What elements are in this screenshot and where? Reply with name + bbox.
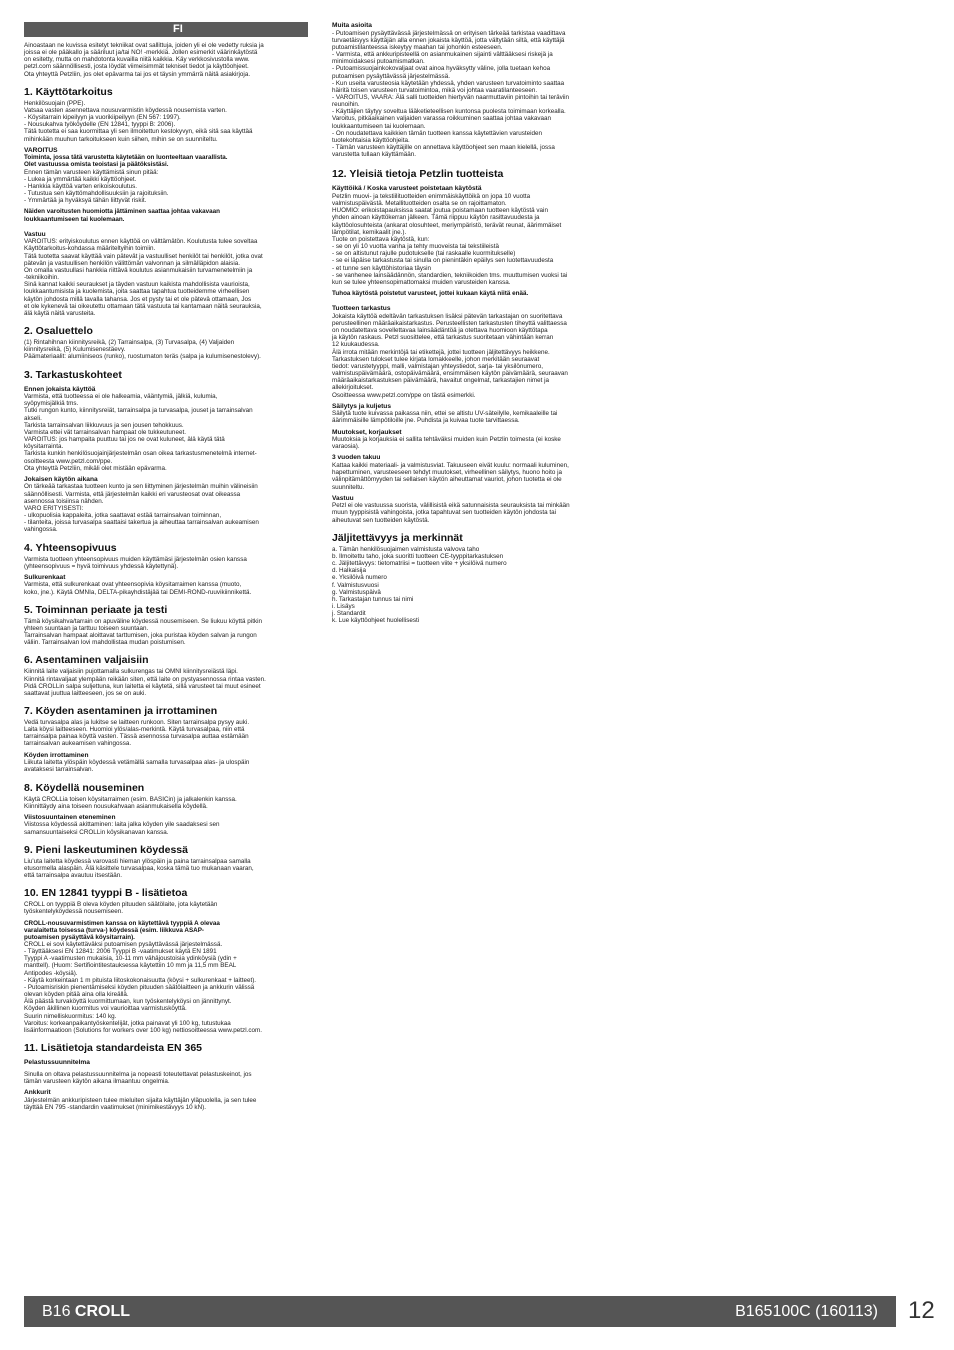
text-line: muun tyyppisistä vahingoista, jotka tapahtuvat sen tuotteiden käytön johdosta tai bbox=[332, 509, 557, 517]
text-line: Säilytä tuote kuivassa paikassa niin, ettei se altistu UV-säteilylle, kemikaaleille tai bbox=[332, 410, 558, 418]
section-1-body bbox=[24, 100, 308, 143]
text-line: täyttää EN 795 -standardin vaatimukset (minimikestävyys 10 kN). bbox=[24, 1103, 206, 1111]
text-line: Ainoastaan ne kuvissa esitetyt tekniikat ovat sallittuja, joiden yli ei ole vedetty ruksia ja bbox=[24, 42, 264, 49]
footer-code: B16 bbox=[42, 1303, 71, 1320]
text-line: akseli. bbox=[24, 414, 42, 422]
text-line: Järjestelmän ankkuripisteen tulee mieluiten sijaita käyttäjän yläpuolella, ja sen tulee bbox=[24, 1096, 257, 1104]
text-line: Varmista, että sulkurenkaat ovat yhteensopivia köysitarraimen kanssa (muoto, bbox=[24, 581, 242, 589]
footer-reference: B165100C (160113) bbox=[735, 1303, 878, 1320]
text-line: Antipodes -köysiä). bbox=[24, 969, 78, 977]
right-column bbox=[332, 22, 617, 624]
section-12-heading-5: 3 vuoden takuu bbox=[332, 454, 381, 462]
section-7-heading: Köyden irrottaminen bbox=[24, 751, 89, 759]
text-line: Sinulla on oltava pelastussuunnitelma ja nopeasti toteutettavat pelastuskeinot, jos bbox=[24, 1070, 252, 1078]
text-line: määräaikaistarkastuksen päivämäärä, havaitut ongelmat, tarkastajien nimet ja bbox=[332, 377, 550, 385]
text-line: varalaitetta toisessa (turva-) köydessä (esim. liikkuva ASAP- bbox=[24, 926, 205, 934]
text-line: kun se tulee yhteensopimattomaksi muiden varusteiden kanssa. bbox=[332, 278, 511, 286]
text-line: aiheutuvat sen tuotteiden käytöstä. bbox=[332, 516, 430, 524]
section-1-warning-bold bbox=[24, 154, 308, 168]
text-line: perusteellinen määräaikaistarkastus. Perusteellisten tarkastusten tiheyttä valittaessa bbox=[332, 319, 567, 327]
text-line: Kiinnitä rintavaljaat ylempään reikään siten, että laite on pystyasennossa rintaa vasten. bbox=[24, 675, 266, 683]
text-line: CROLL on tyyppiä B oleva köyden pituuden säätölaite, jota käytetään bbox=[24, 901, 218, 909]
text-line: Liu'uta laitetta köydessä varovasti hieman ylöspäin ja paina tarrainsalpaa samalla bbox=[24, 857, 251, 865]
section-10-title: 10. EN 12841 tyyppi B - lisätietoa bbox=[24, 887, 188, 900]
text-line: työskentelyköydessä nousemiseen. bbox=[24, 908, 124, 916]
text-line: - se on altistunut rajulle pudotukselle (tai raskaalle kuormitukselle) bbox=[332, 250, 516, 258]
text-line: d. Halkaisija bbox=[332, 567, 366, 575]
section-10-bold bbox=[24, 920, 308, 941]
text-line: väliin. Tarrainsalvan lovi mahdollistaa mudan poistumisen. bbox=[24, 639, 186, 647]
section-2-body bbox=[24, 339, 308, 360]
section-7-body bbox=[24, 719, 308, 748]
text-line: - Tämän varusteen käyttäjille on annettava käyttöohjeet sen maan kielellä, jossa bbox=[332, 144, 555, 152]
section-2-title: 2. Osaluettelo bbox=[24, 325, 93, 338]
text-line: on noudatettava sovellettavaa lainsäädäntöä ja otettava huomioon käyttötapa bbox=[332, 327, 548, 335]
section-1-warning-body bbox=[24, 169, 308, 205]
text-line: mihinkään muuhun tarkoitukseen kuin siihen, mihin se on suunniteltu. bbox=[24, 135, 218, 143]
text-line: Varmista ettei vät tarrainsalvan hampaat ole tukkeutuneet. bbox=[24, 428, 186, 436]
text-line: -tekniikoihin. bbox=[24, 274, 59, 282]
text-line: - Käyttäjien täytyy soveltua lääketieteellisen kuntonsa puolesta toimimaan korkealla. bbox=[332, 108, 566, 116]
text-line: - Putoamisriskin pienentämiseksi köyden pituuden säätölaitteen ja ankkurin välissä bbox=[24, 983, 255, 991]
text-line: varustetta tullaan käyttämään. bbox=[332, 151, 417, 159]
text-line: loukkaantumiseen tai kuolemaan. bbox=[332, 122, 426, 130]
section-10-body-2 bbox=[24, 941, 308, 1034]
text-line: f. Valmistusvuosi bbox=[332, 581, 379, 589]
text-line: Pidä CROLLin salpa suljettuna, kun laitetta ei käytetä, sillä varusteet tai muut esineet bbox=[24, 682, 261, 690]
text-line: Köyden äkillinen kuormitus voi vaurioittaa varmistusköyttä. bbox=[24, 1005, 187, 1013]
text-line: - ulkopuolisia kappaleita, jotka saattavat estää tarrainsalvan toiminnan, bbox=[24, 512, 222, 520]
text-line: Olet vastuussa omista teoistasi ja päätöksistäsi. bbox=[24, 161, 169, 169]
language-bar: FI bbox=[24, 22, 308, 37]
footer-bar bbox=[24, 1296, 896, 1327]
text-line: avataksesi tarrainsalvan. bbox=[24, 766, 94, 774]
section-12-heading-1: Käyttöikä / Koska varusteet poistetaan käytöstä bbox=[332, 185, 482, 193]
text-line: Vatsaa vasten asennettava nousuvarmistin köydessä nousemista varten. bbox=[24, 106, 227, 114]
section-11-body-2 bbox=[24, 1097, 308, 1111]
footer-product bbox=[42, 1301, 130, 1322]
text-line: Kiinnitä laite valjaisiin pujottamalla sulkurengas tai OMNI kiinnitysreiästä läpi. bbox=[24, 668, 238, 676]
traceability-title: Jäljitettävyys ja merkinnät bbox=[332, 531, 463, 544]
section-1-warning-heading: VAROITUS bbox=[24, 146, 58, 154]
text-line: - Ymmärtää ja hyväksyä tähän liittyvät riskit. bbox=[24, 197, 147, 205]
text-line: Sinä kannat kaikki seuraukset ja täyden vastuun kaikista mahdollisista vaurioista, bbox=[24, 281, 250, 289]
section-4-body-2 bbox=[24, 581, 308, 595]
text-line: äärimmäisille lämpötiloille jne. Puhdista ja kuivaa tuote tarvittaessa. bbox=[332, 417, 520, 425]
text-line: joissa ei ole pääkallo ja sääriluut ja/tai NO! -merkkiä. Jollen esimerkit väärinkäytöstä bbox=[24, 49, 258, 57]
text-line: ja käytön raskaus. Petzl suosittelee, että tarkastus suoritetaan vähintään kerran bbox=[332, 334, 554, 342]
text-line: hapettuminen, varusteeseen tehdyt muutokset, virheellinen säilytys, huono hoito ja bbox=[332, 469, 562, 477]
text-line: Osoitteessa www.petzl.com/ppe on tästä esimerkki. bbox=[332, 391, 476, 399]
text-line: Viistossa köydessä akittaminen: laita jalka köyden yile saadaksesi sen bbox=[24, 821, 220, 829]
text-line: h. Tarkastajan tunnus tai nimi bbox=[332, 595, 414, 603]
section-9-title: 9. Pieni laskeutuminen köydessä bbox=[24, 843, 188, 856]
text-line: valmistuspäivästä. Metallituotteiden osalta se on rajoittamaton. bbox=[332, 200, 507, 208]
section-12-heading-4: Muutokset, korjaukset bbox=[332, 428, 402, 436]
text-line: c. Jäljitettävyys: tietomatriisi = tuotteen viite + yksilöivä numero bbox=[332, 560, 507, 568]
text-line: syöpymisjälkiä tms. bbox=[24, 400, 79, 408]
text-line: loukkaantumisista ja kuolemista, joita saattaa tapahtua tuotteidemme virheellisen bbox=[24, 288, 250, 296]
section-12-heading-6: Vastuu bbox=[332, 494, 354, 502]
text-line: reunoihin. bbox=[332, 101, 360, 109]
text-line: 12 kuukaudessa. bbox=[332, 341, 380, 349]
text-line: - Nousukahva työköydelle (EN 12841, tyyppi B: 2006). bbox=[24, 121, 176, 129]
text-line: koko, jne.). Käytä OMNIa, DELTA-pikayhdistäjää tai DEMI-ROND-ruuvikiinnikettä. bbox=[24, 588, 252, 596]
text-line: - Köysitarrain kipeilyyn ja vuorikiipeilyyn (EN 567: 1997). bbox=[24, 114, 181, 122]
section-10-body bbox=[24, 901, 308, 915]
text-line: Älä irrota mitään merkintöjä tai etikettejä, jottei tuotteen jäljitettävyys heikkene. bbox=[332, 348, 550, 356]
left-column bbox=[24, 22, 308, 1111]
text-line: Tätä tuotetta saavat käyttää vain pätevät ja vastuulliset henkilöt tai henkilöt, jotka ovat bbox=[24, 252, 263, 260]
other-body bbox=[332, 30, 617, 159]
text-line: - Hankkia käyttöä varten erikoiskoulutus. bbox=[24, 182, 138, 190]
section-12-body-5 bbox=[332, 462, 617, 491]
text-line: putoamisen pysäyttävä köysitarrain). bbox=[24, 933, 135, 941]
text-line: On tärkeää tarkastaa tuotteen kunto ja sen liittyminen järjestelmän muihin välineisiin bbox=[24, 483, 258, 491]
section-7-title: 7. Köyden asentaminen ja irrottaminen bbox=[24, 704, 218, 717]
text-line: Varoitus: korkeanpaikantyöskentelijät, jotka painavat yli 100 kg, tutustukaa bbox=[24, 1019, 231, 1027]
section-11-heading-2: Ankkurit bbox=[24, 1088, 51, 1096]
section-3-body-1 bbox=[24, 393, 308, 472]
section-12-heading-2: Tuotteen tarkastus bbox=[332, 305, 391, 313]
text-line: j. Standardit bbox=[332, 610, 366, 618]
section-7-body-2 bbox=[24, 759, 308, 773]
text-line: välinpitämättömyyden tai sellaisen käytön aiheuttamat vauriot, johon tuotetta ei ole bbox=[332, 476, 562, 484]
section-12-body-2 bbox=[332, 313, 617, 399]
text-line: saattavat juuttua laitteeseen, jos se on auki. bbox=[24, 689, 147, 697]
text-line: e. Yksilöivä numero bbox=[332, 574, 387, 582]
text-line: lämpötilat, kemikaalit jne.). bbox=[332, 228, 407, 236]
section-3-title: 3. Tarkastuskohteet bbox=[24, 368, 122, 381]
text-line: (1) Rintahihnan kiinnitysreikä, (2) Tarrainsalpa, (3) Turvasalpa, (4) Valjaiden bbox=[24, 339, 235, 347]
text-line: varaosia). bbox=[332, 443, 360, 451]
text-line: VARO ERITYISESTI: bbox=[24, 504, 84, 512]
text-line: Petzl ei ole vastuussa suorista, välillisistä eikä satunnaisista seurauksista tai minkään bbox=[332, 502, 570, 510]
text-line: Suurin nimelliskuormitus: 140 kg. bbox=[24, 1012, 117, 1020]
text-line: käyttöolosuhteista (ankarat olosuhteet, meriympäristö, terävät reunat, äärimmäiset bbox=[332, 221, 562, 229]
text-line: tarrainsalpa painaa köyttä vasten. Tässä asennossa turvasalpa auttaa estämään bbox=[24, 733, 249, 741]
text-line: lisäinformaatioon (Solutions for workers over 100 kg) nettiosoitteessa www.petzl.com. bbox=[24, 1026, 262, 1034]
text-line: putoamistilanteessa iskeytyy maahan tai johonkin esteeseen. bbox=[332, 43, 503, 51]
section-11-body-1 bbox=[24, 1071, 308, 1085]
text-line: Tätä tuotetta ei saa kuormittaa yli sen ilmoitettun kestokyvyn, eikä sitä saa käyttää bbox=[24, 128, 253, 136]
section-8-body-2 bbox=[24, 821, 308, 835]
text-line: Älä päästä turvaköyttä kuormittumaan, kun työskentelyköysi on jännittynyt. bbox=[24, 998, 232, 1006]
text-line: Ota yhteyttä Petzliin, mikäli olet mistään epävarma. bbox=[24, 464, 167, 472]
text-line: - se vanhenee lainsäädännön, standardien, tekniikoiden tms. muuttumisen vuoksi tai bbox=[332, 271, 568, 279]
text-line: Petzlin muovi- ja tekstiilituotteiden enimmäiskäyttöikä on jopa 10 vuotta bbox=[332, 193, 531, 200]
text-line: b. Ilmoitettu taho, joka suoritti tuotteen CE-tyyppitarkastuksen bbox=[332, 552, 504, 560]
text-line: Tutki rungon kunto, kiinnitysreiät, tarrainsalpa ja turvasalpa, jouset ja tarrainsalvan bbox=[24, 407, 253, 415]
text-line: - Lukea ja ymmärtää kaikki käyttöohjeet. bbox=[24, 175, 137, 183]
text-line: etusormella alaspäin. Älä käsittele turvasalpaa, koska tämä tuo mukanaan vaaran, bbox=[24, 864, 254, 872]
text-line: häiritä toisen varusteen turvatoimintoa, mikä voi johtaa vaaratilanteeseen. bbox=[332, 86, 538, 94]
text-line: Käyttötarkoitus-kohdassa määriteltyihin toimiin. bbox=[24, 245, 156, 253]
section-12-body-3 bbox=[332, 410, 617, 424]
text-line: tuotekohtaisia käyttöohjeita. bbox=[332, 136, 410, 144]
text-line: älä käytä näitä varusteita. bbox=[24, 309, 96, 317]
text-line: - Käytä korkeintaan 1 m pituista liitoskokonaisuutta (köysi + sulkurenkaat + laitteet). bbox=[24, 976, 257, 984]
section-4-heading: Sulkurenkaat bbox=[24, 573, 66, 581]
text-line: samansuuntaiseksi CROLLin köysikanavan kanssa. bbox=[24, 828, 169, 836]
section-8-heading: Viistosuuntainen eteneminen bbox=[24, 813, 116, 821]
text-line: - tilanteita, joissa turvasalpa saattaisi takertua ja aiheuttaa tarrainsalvan aukeamisen bbox=[24, 519, 259, 527]
section-12-body-6 bbox=[332, 502, 617, 523]
text-line: - Kun useita varusteosia käytetään yhdessä, yhden varusteen turvatoiminto saattaa bbox=[332, 79, 565, 87]
text-line: Muutoksia ja korjauksia ei sallita tehtäväksi muiden kuin Petzlin toimesta (ei koske bbox=[332, 436, 561, 444]
text-line: VAROITUS: erityiskoulutus ennen käyttöä on välttämätön. Koulutusta tulee soveltaa bbox=[24, 238, 258, 246]
text-line: Varmista, että tuotteessa ei ole halkeamia, vääntymiä, jälkiä, kulumia, bbox=[24, 393, 218, 401]
text-line: säännöllisesti. Varmista, että järjestelmän kaikki eri varusteosat ovat oikeassa bbox=[24, 490, 241, 498]
section-1-responsibility-heading: Vastuu bbox=[24, 230, 46, 238]
text-line: CROLL ei sovi käytettäväksi putoamisen pysäyttävässä järjestelmässä. bbox=[24, 940, 223, 948]
text-line: Tyyppi A -vaatimusten mukaisia, 10-11 mm vähäjoustoisia ydinköysiä (ydin + bbox=[24, 955, 237, 963]
section-12-body-1 bbox=[332, 193, 617, 286]
text-line: petzl.com säännöllisesti, josta löydät viimeisimmät tekniset tiedot ja käyttöohjeet. bbox=[24, 63, 249, 71]
text-line: Tuote on poistettava käytöstä, kun: bbox=[332, 235, 430, 243]
text-line: On omalla vastuullasi hankkia riittävä koulutus asianmukaisiin turvamenetelmiin ja bbox=[24, 266, 253, 274]
section-12-bold: Tuhoa käytöstä poistetut varusteet, jottei kukaan käytä niitä enää. bbox=[332, 290, 529, 298]
section-6-title: 6. Asentaminen valjaisiin bbox=[24, 654, 149, 667]
text-line: - se on yli 10 vuotta vanha ja tehty muoveista tai tekstiileistä bbox=[332, 243, 499, 251]
text-line: et ole kykenevä tai oikeutettu ottamaan tätä vastuuta tai kantamaan näitä seurauksia, bbox=[24, 302, 262, 310]
other-heading: Muita asioita bbox=[332, 22, 372, 29]
text-line: suunniteltu. bbox=[332, 483, 365, 491]
text-line: Tarrainsalvan hampaat aloittavat tarttumisen, joka puristaa köyden salvan ja rungon bbox=[24, 632, 257, 640]
text-line: - Putoamisen pysäyttävässä järjestelmässä on erityisen tärkeää tarkistaa vaadittava bbox=[332, 29, 566, 37]
section-4-body bbox=[24, 556, 308, 570]
text-line: on esitetty, mutta on mahdotonta kuvailla niitä kaikkia. Käy verkkosivustolla www. bbox=[24, 56, 250, 64]
section-8-title: 8. Köydellä nouseminen bbox=[24, 781, 145, 794]
text-line: turvaetäisyys käyttäjän alla ennen jokaista käyttöä, jotta vältytään siltä, että käyttäjä bbox=[332, 36, 565, 44]
text-line: Liikuta laitetta ylöspäin köydessä vetämällä samalla turvasalpaa alas- ja ulospäin bbox=[24, 759, 250, 767]
text-line: - et tunne sen käyttöhistoriaa täysin bbox=[332, 264, 432, 272]
traceability-list bbox=[332, 546, 617, 625]
text-line: tiedot: varustetyyppi, malli, valmistajan yhteystiedot, sarja- tai yksilönumero, bbox=[332, 362, 544, 370]
text-line: Ota yhteyttä Petzliin, jos olet epävarma tai jos et täysin ymmärrä näitä asiakirjoja. bbox=[24, 70, 251, 78]
text-line: Tarkastuksen tulokset tulee kirjata lomakkeelle, johon merkitään seuraavat bbox=[332, 355, 540, 363]
section-11-heading-1: Pelastussuunnitelma bbox=[24, 1059, 90, 1066]
text-line: Tarkista tarrainsalvan liikkuvuus ja sen jousen tehokkuus. bbox=[24, 421, 184, 429]
text-line: VAROITUS: jos hampaita puuttuu tai jos ne ovat kuluneet, älä käytä tätä bbox=[24, 436, 225, 444]
section-11-title: 11. Lisätietoja standardeista EN 365 bbox=[24, 1042, 202, 1054]
text-line: Tarkista kunkin henkilösuojainjärjestelmän osan oikea tarkastusmenetelmä internet- bbox=[24, 450, 257, 458]
text-line: asennossa toisiinsa nähden. bbox=[24, 497, 104, 505]
text-line: - On noudatettava kaikkien tämän tuotteen kanssa käytettävien varusteiden bbox=[332, 129, 543, 137]
section-4-title: 4. Yhteensopivuus bbox=[24, 541, 117, 554]
section-3-heading-1: Ennen jokaista käyttöä bbox=[24, 385, 96, 393]
section-12-body-4 bbox=[332, 436, 617, 450]
section-5-title: 5. Toiminnan periaate ja testi bbox=[24, 603, 168, 616]
text-line: vahingossa. bbox=[24, 526, 58, 534]
section-6-body bbox=[24, 668, 308, 697]
page-number: 12 bbox=[908, 1297, 935, 1324]
section-1-title: 1. Käyttötarkoitus bbox=[24, 85, 113, 98]
text-line: valmistuspäivämäärä, ostopäivämäärä, ensimmäisen käytön päivämäärä, seuraavan bbox=[332, 370, 568, 378]
text-line: Tämä köysikahva/tarrain on apuväline köydessä nousemiseen. Se liukuu köyttä pitkin bbox=[24, 617, 263, 625]
text-line: Varmista tuotteen yhteensopivuus muiden käyttämäsi järjestelmän osien kanssa bbox=[24, 555, 247, 563]
text-line: tämän varusteen käytön aikana ilmaantuu ongelmia. bbox=[24, 1077, 170, 1085]
section-8-body bbox=[24, 796, 308, 810]
text-line: Kattaa kaikki materiaali- ja valmistusviat. Takuuseen eivät kuulu: normaali kuluminen, bbox=[332, 462, 569, 470]
text-line: - Putoamissuojainkokovaljaat ovat ainoa hyväksytty väline, jolla tuetaan kehoa bbox=[332, 65, 551, 73]
text-line: a. Tämän henkilösuojaimen valmistusta valvova taho bbox=[332, 545, 480, 553]
text-line: HUOMIO: erikoistapauksissa saatat joutua poistamaan tuotteen käytöstä vain bbox=[332, 207, 548, 215]
text-line: - VAROITUS, VAARA: Älä salli tuotteiden hiertyvän naarmuttaviin pintoihin tai teräviin bbox=[332, 94, 570, 101]
section-3-heading-2: Jokaisen käytön aikana bbox=[24, 475, 98, 483]
text-line: manttell). (Huom: Sertifiointitestauksessa käytettiin 10 mm ja 11,5 mm BEAL bbox=[24, 962, 237, 970]
text-line: että tarrainsalpa avautuu itsestään. bbox=[24, 872, 123, 880]
text-line: Kiinnittäydy aina toiseen nousukahvaan asianmukaisella köydellä. bbox=[24, 802, 208, 810]
section-12-title: 12. Yleisiä tietoja Petzlin tuotteista bbox=[332, 168, 504, 181]
section-3-body-2 bbox=[24, 483, 308, 533]
text-line: Päämateriaalit: alumiiniseos (runko), ruostumaton teräs (salpa ja kulumisenestolevy). bbox=[24, 353, 261, 361]
section-12-heading-3: Säilytys ja kuljetus bbox=[332, 402, 392, 410]
section-5-body bbox=[24, 618, 308, 647]
text-line: - se ei läpäise tarkastusta tai sinulla on pienintäkin epäilys sen luotettavuudesta bbox=[332, 257, 554, 265]
section-1-responsibility-body bbox=[24, 238, 308, 317]
text-line: (yhteensopivuus = hyvä toimivuus yhdessä käytettynä). bbox=[24, 562, 179, 570]
text-line: osoitteesta www.petzl.com/ppe. bbox=[24, 457, 113, 465]
text-line: loukkaantumiseen tai kuolemaan. bbox=[24, 215, 125, 223]
text-line: - Täyttääksesi EN 12841: 2006 Tyyppi B -vaatimukset käytä EN 1891 bbox=[24, 948, 217, 956]
text-line: k. Lue käyttöohjeet huolellisesti bbox=[332, 617, 420, 625]
text-line: köysitarrainta. bbox=[24, 443, 64, 451]
text-line: putoamisen pysäyttävässä järjestelmässä. bbox=[332, 72, 450, 80]
text-line: Laita köysi laitteeseen. Huomioi ylös/alas-merkintä. Käytä turvasalpaa, niin että bbox=[24, 726, 245, 734]
text-line: - Tutustua sen käyttömahdollisuuksiin ja rajoituksiin. bbox=[24, 190, 169, 198]
text-line: - Varmista, että ankkuripisteellä on asianmukainen sijainti välttääksesi riskejä ja bbox=[332, 51, 553, 59]
text-line: Ennen tämän varusteen käyttämistä sinun pitää: bbox=[24, 168, 159, 176]
text-line: Käytä CROLLia toisen köysitarraimen (esim. BASICin) ja jalkalenkin kanssa. bbox=[24, 795, 237, 803]
section-9-body bbox=[24, 858, 308, 879]
text-line: Vedä turvasalpa alas ja lukitse se laitteen runkoon. Siten tarrainsalpa pysyy auki. bbox=[24, 718, 250, 726]
text-line: g. Valmistuspäivä bbox=[332, 588, 381, 596]
intro bbox=[24, 42, 308, 78]
text-line: minimoidaksesi putoamismatkan. bbox=[332, 58, 425, 66]
section-1-warning-bold-2 bbox=[24, 208, 308, 222]
text-line: Toiminta, jossa tätä varustetta käytetään on luonteeltaan vaarallista. bbox=[24, 154, 228, 162]
text-line: Näiden varoitusten huomiotta jättäminen saattaa johtaa vakavaan bbox=[24, 208, 220, 216]
text-line: käytön johdosta millä tavalla tahansa. Jos et pysty tai et ole pätevä ottamaan, Jos bbox=[24, 295, 252, 303]
text-line: olevan köyden pitää aina olla kireällä. bbox=[24, 991, 129, 999]
text-line: yhteen suuntaan ja tarttuu toiseen suuntaan. bbox=[24, 624, 149, 632]
text-line: Jokaista käyttöä edeltävän tarkastuksen lisäksi pätevän tarkastajan on suoritettava bbox=[332, 312, 563, 320]
text-line: yhden ainoan käyttökerran jälkeen. Tämä riippuu käytön rasittavuudesta ja bbox=[332, 214, 540, 222]
text-line: CROLL-nousuvarmistimen kanssa on käytettävä tyyppiä A olevaa bbox=[24, 919, 220, 927]
text-line: i. Lisäys bbox=[332, 603, 355, 610]
text-line: pätevän ja vastuullisen henkilön välittömän valvonnan ja silmälläpidon alaisia. bbox=[24, 259, 240, 267]
text-line: Henkilösuojain (PPE). bbox=[24, 99, 86, 107]
footer-product-name: CROLL bbox=[74, 1303, 131, 1320]
text-line: tarrainsalvan aukeamisen vahingossa. bbox=[24, 740, 132, 748]
text-line: allekirjoitukset. bbox=[332, 384, 374, 392]
text-line: kiinnitysreikä, (5) Kulumisenestäevy. bbox=[24, 346, 126, 354]
text-line: Varoitus, pitkäaikainen valjaiden varassa roikkuminen saattaa johtaa vakavaan bbox=[332, 115, 552, 123]
